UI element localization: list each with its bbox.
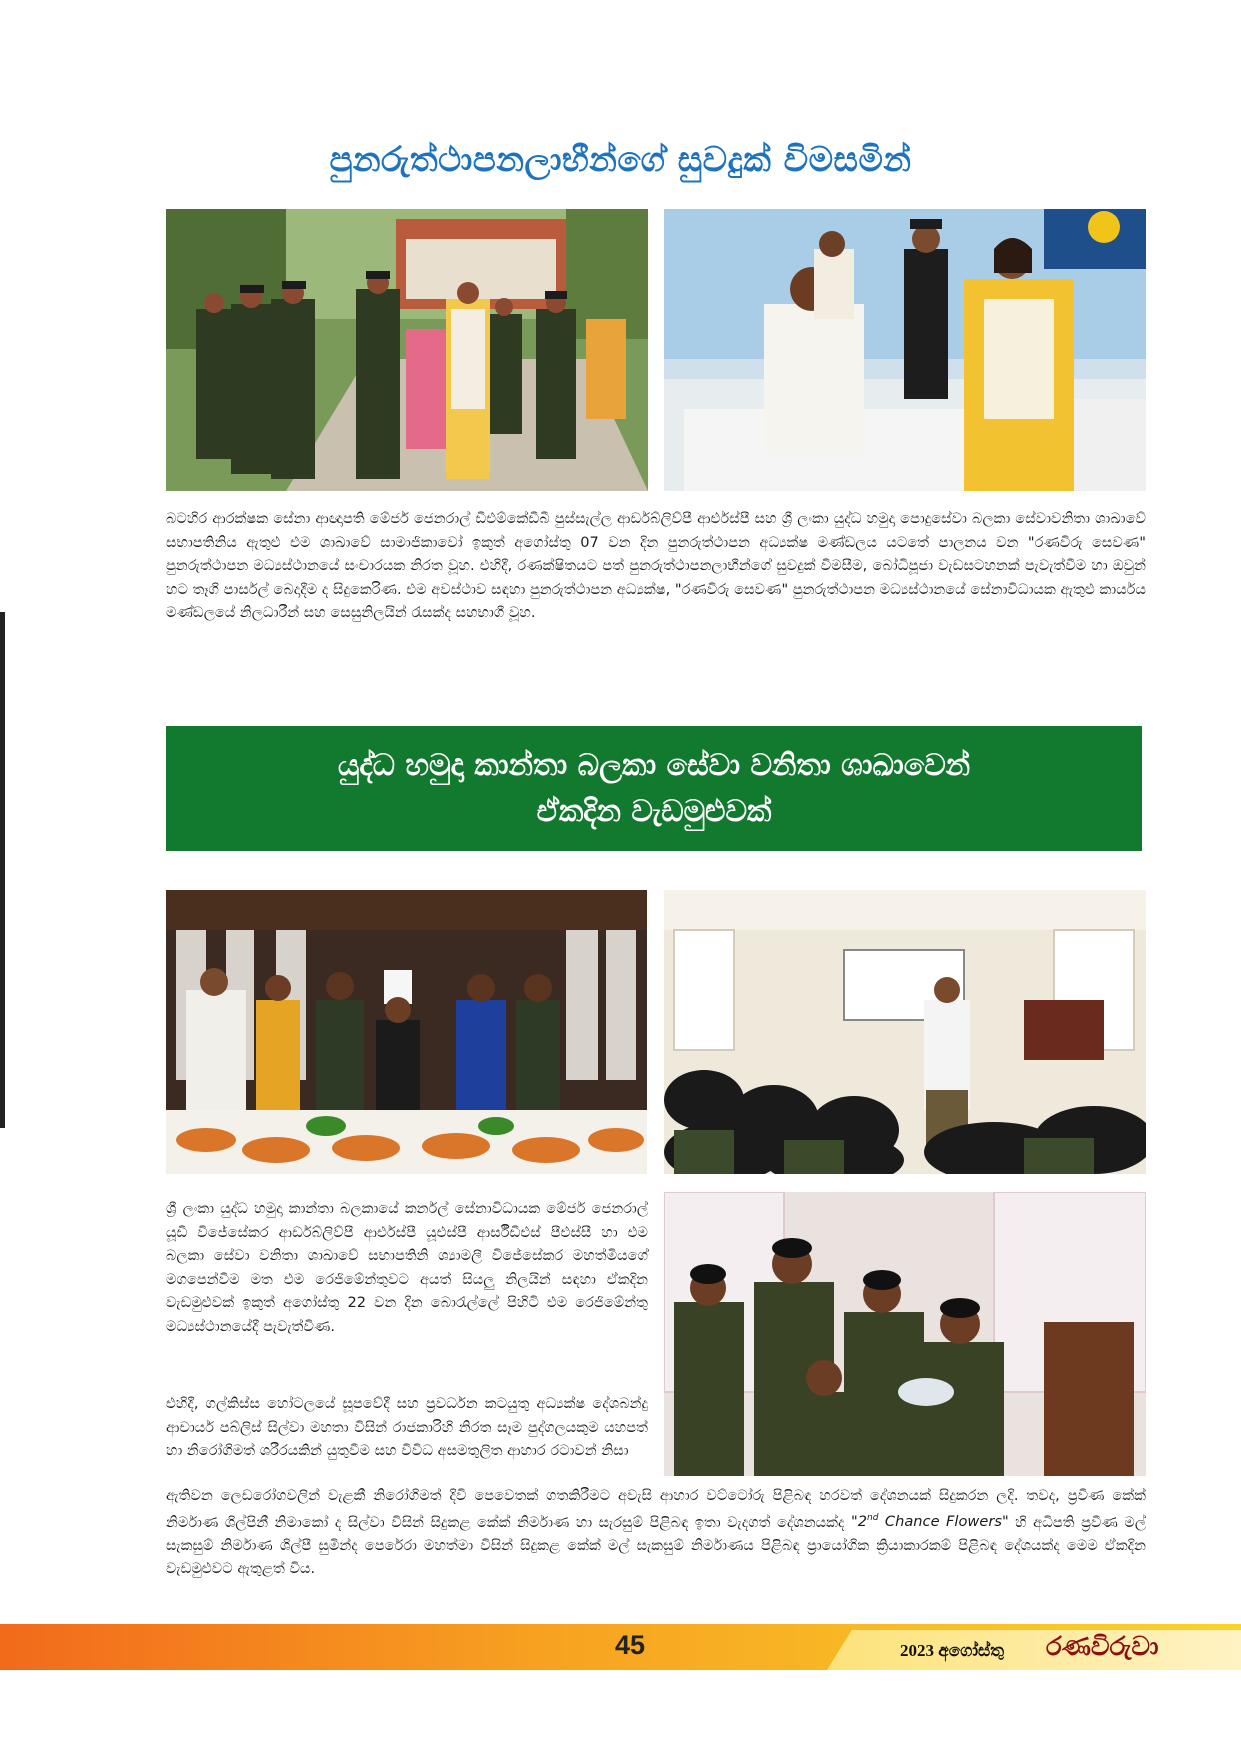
section-banner-workshop bbox=[166, 726, 1142, 851]
photo-food-display bbox=[166, 890, 647, 1174]
magazine-masthead: රණවිරුවා bbox=[1046, 1632, 1159, 1662]
left-edge-rule bbox=[0, 612, 5, 1128]
section-title-rehab-visit: පුනරුත්ථාපනලාභීන්ගේ සුවදුක් විමසමින් bbox=[329, 140, 912, 180]
photo-women-officers bbox=[664, 1192, 1146, 1476]
issue-date: 2023 අගෝස්තු bbox=[900, 1641, 1005, 1660]
paragraph-2-text-a: ඇතිවන ලෙඩරෝගවලින් වැළකී නිරෝගිමත් දිවි පෙවෙතක් ගතකිරීමට අවැසි ආහාර වට්ටෝරු පිළිබඳ හරවත් දේශනයක් සිදුකරන ලදි. තවද, ප්‍රවීණ කේක් නිර්මාණ ශිල්පිනී නිමාකෝ ද සිල්වා විසින් සිදුකළ කේක් නිර්මාණ හා සැරසුම් පිළිබඳ ඉතා වැදගත් දේශනයක්ද bbox=[166, 1487, 1146, 1531]
photo-lecture-hall bbox=[664, 890, 1146, 1174]
page-number: 45 bbox=[614, 1630, 646, 1660]
banner-line-2: ඒකදින වැඩමුළුවක් bbox=[536, 793, 772, 829]
paragraph-2-text-b: හි අධිපති ප්‍රවීණ මල් සැකසුම් නිර්මාණ ශිල්පී සුමින්ද පෙරේරා මහත්මා විසින් සිදුකළ කේක් මල් සැකසුම් නිර්මාණය පිළිබඳ ප්‍රායෝගික ක්‍රියාකාරකම් පිළිබඳ දේශයක්ද මෙම ඒකදින වැඩමුළුවට ඇතුළත් විය. bbox=[166, 1513, 1146, 1578]
section2-paragraph-2-wide bbox=[166, 1484, 1146, 1581]
quote-number: 2 bbox=[857, 1513, 868, 1531]
photo-visiting-patient bbox=[664, 209, 1146, 491]
footer-masthead-panel bbox=[827, 1630, 1241, 1670]
quote-superscript: nd bbox=[867, 1513, 879, 1524]
banner-line-1: යුද්ධ හමුදා කාන්තා බලකා සේවා වනිතා ශාඛාවෙන් bbox=[337, 747, 971, 783]
section2-paragraph-2-narrow: එහිදී, ගල්කිස්ස හෝටලයේ සූපවේදී සහ ප්‍රවර්ධන කටයුතු අධ්‍යක්ෂ දේශබන්දු ආචාර්ය පබ්ලිස් සිල්වා මහතා විසින් රාජකාරිහි නිරත සෑම පුද්ගලයකුම යහපත් හා නිරෝගිමත් ශරීරයකින් යුතුවීම සහ විවිධ අසමතුලිත ආහාර රටාවන් නිසා bbox=[166, 1395, 648, 1459]
photo-officers-walking bbox=[166, 209, 648, 491]
section1-paragraph: බටහිර ආරක්ෂක සේනා ආඥාපති මේජර් ජෙනරාල් ඩීඑම්කේඩීබී පුස්සැල්ල ආර්ඩබ්ලිව්පී ආර්එස්පී සහ ශ්‍රී ලංකා යුද්ධ හමුදා පොදුසේවා බලකා සේවාවනිතා ශාඛාවේ සභාපතිනිය ඇතුළු එම ශාඛාවේ සාමාජිකාවෝ ඉකුත් අගෝස්තු 07 වන දින පුනරුත්ථාපන අධ්‍යක්ෂ මණ්ඩලය යටතේ පාලනය වන "රණවිරු සෙවණ" පුනරුත්ථාපන මධ්‍යස්ථානයේ සංචාරයක නිරත වූහ. එහිදී, රණක්ෂිතයට පත් පුනරුත්ථාපනලාභීන්ගේ සුවදුක් විමසීම, බෝධිපූජා වැඩසටහනක් පැවැත්වීම හා ඔවුන් හට තෑගි පාර්සල් බෙදාදීම ද සිදුකෙරිණ. එම අවස්ථාව සඳහා පුනරුත්ථාපන අධ්‍යක්ෂ, "රණවිරු සෙවණ" පුනරුත්ථාපන මධ්‍යස්ථානයේ සේනාවිධායක ඇතුළු කාර්යය මණ්ඩලයේ නිලධාරීන් සහ සෙසුනිලයින් රැසක්ද සහභාගී වූහ. bbox=[166, 510, 1146, 621]
chance-flowers-quote: "2nd Chance Flowers" bbox=[851, 1513, 1009, 1531]
quote-name: Chance Flowers bbox=[878, 1513, 1002, 1531]
section2-paragraph-1: ශ්‍රී ලංකා යුද්ධ හමුදා කාන්තා බලකායේ කර්නල් සේනාවිධායක මේජර් ජෙනරාල් යූඩී විජේසේකර ආර්ඩබ්ලිව්පී ආර්එස්පී යූඑස්පී ආර්සීඩීඑස් පීඑස්සී හා එම බලකා සේවා වනිතා ශාඛාවේ සභාපතිනි ශ්‍යාමලී විජේසේකර මහත්මියගේ මගපෙන්වීම මත එම රෙජිමේන්තුවට අයත් සියලු නිලයින් සඳහා ඒකදින වැඩමුළුවක් ඉකුත් අගෝස්තු 22 වන දින බොරැල්ලේ පිහිටි එම රෙජිමේන්තු මධ්‍යස්ථානයේදී පැවැත්විණ. bbox=[166, 1200, 648, 1335]
